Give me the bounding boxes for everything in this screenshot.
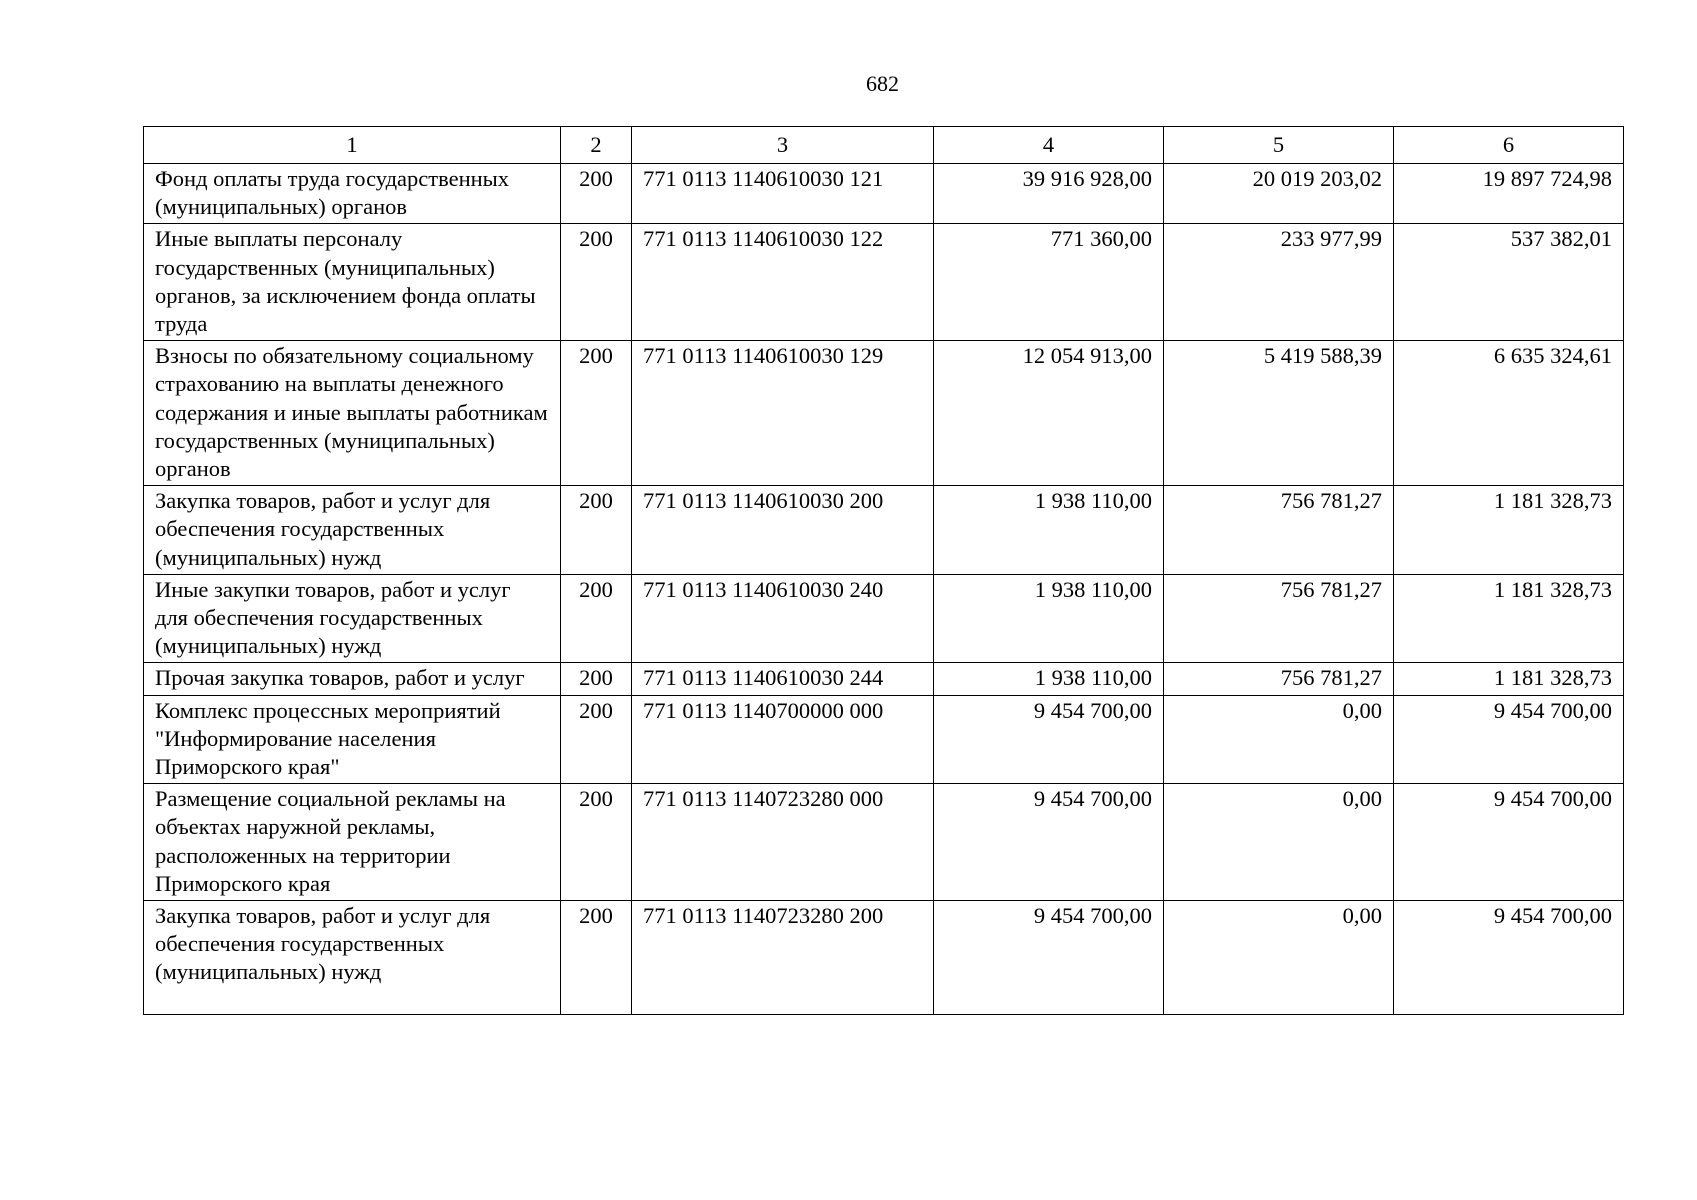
- row-code: 200: [561, 695, 632, 784]
- row-col6: 1 181 328,73: [1394, 486, 1624, 575]
- row-col6: 6 635 324,61: [1394, 341, 1624, 486]
- row-kbk: 771 0113 1140723280 000: [632, 784, 934, 901]
- row-kbk: 771 0113 1140610030 129: [632, 341, 934, 486]
- row-code: 200: [561, 663, 632, 695]
- row-col6: 9 454 700,00: [1394, 901, 1624, 1015]
- row-col6: 19 897 724,98: [1394, 164, 1624, 224]
- row-col4: 12 054 913,00: [934, 341, 1164, 486]
- row-name: Прочая закупка товаров, работ и услуг: [144, 663, 561, 695]
- row-col6: 9 454 700,00: [1394, 784, 1624, 901]
- row-code: 200: [561, 224, 632, 341]
- table-row: [144, 695, 1624, 784]
- row-name: Закупка товаров, работ и услуг для обеспечения государственных (муниципальных) нужд: [144, 901, 561, 1015]
- table-row: [144, 224, 1624, 341]
- row-kbk: 771 0113 1140610030 121: [632, 164, 934, 224]
- row-col4: 9 454 700,00: [934, 784, 1164, 901]
- row-code: 200: [561, 574, 632, 663]
- table-row: [144, 784, 1624, 901]
- row-name: Закупка товаров, работ и услуг для обеспечения государственных (муниципальных) нужд: [144, 486, 561, 575]
- table-row: [144, 574, 1624, 663]
- row-col5: 233 977,99: [1164, 224, 1394, 341]
- table-row: [144, 341, 1624, 486]
- row-col4: 9 454 700,00: [934, 695, 1164, 784]
- column-header-6: 6: [1394, 127, 1624, 164]
- row-col5: 0,00: [1164, 784, 1394, 901]
- row-col6: 1 181 328,73: [1394, 574, 1624, 663]
- row-col4: 1 938 110,00: [934, 574, 1164, 663]
- page-number: 682: [866, 71, 899, 96]
- table-header-row: [144, 127, 1624, 164]
- row-col6: 9 454 700,00: [1394, 695, 1624, 784]
- table-row: [144, 164, 1624, 224]
- column-header-4: 4: [934, 127, 1164, 164]
- row-kbk: 771 0113 1140610030 200: [632, 486, 934, 575]
- row-col5: 756 781,27: [1164, 574, 1394, 663]
- row-col4: 1 938 110,00: [934, 486, 1164, 575]
- row-col5: 756 781,27: [1164, 486, 1394, 575]
- column-header-3: 3: [632, 127, 934, 164]
- table-row: [144, 663, 1624, 695]
- column-header-1: 1: [144, 127, 561, 164]
- table-row: [144, 486, 1624, 575]
- row-col5: 5 419 588,39: [1164, 341, 1394, 486]
- row-col4: 771 360,00: [934, 224, 1164, 341]
- row-col4: 39 916 928,00: [934, 164, 1164, 224]
- row-name: Фонд оплаты труда государственных (муниципальных) органов: [144, 164, 561, 224]
- row-kbk: 771 0113 1140723280 200: [632, 901, 934, 1015]
- column-header-2: 2: [561, 127, 632, 164]
- row-kbk: 771 0113 1140610030 240: [632, 574, 934, 663]
- row-col5: 756 781,27: [1164, 663, 1394, 695]
- row-code: 200: [561, 486, 632, 575]
- row-col5: 0,00: [1164, 695, 1394, 784]
- row-code: 200: [561, 164, 632, 224]
- row-name: Иные выплаты персоналу государственных (муниципальных) органов, за исключением фонда оплаты труда: [144, 224, 561, 341]
- row-col5: 0,00: [1164, 901, 1394, 1015]
- budget-table: [143, 126, 1624, 1015]
- table-row: [144, 901, 1624, 1015]
- row-col5: 20 019 203,02: [1164, 164, 1394, 224]
- row-name: Размещение социальной рекламы на объектах наружной рекламы, расположенных на территории Приморского края: [144, 784, 561, 901]
- row-code: 200: [561, 341, 632, 486]
- row-col4: 9 454 700,00: [934, 901, 1164, 1015]
- row-code: 200: [561, 784, 632, 901]
- row-code: 200: [561, 901, 632, 1015]
- row-name: Взносы по обязательному социальному страхованию на выплаты денежного содержания и иные выплаты работникам государственных (муниципальных) органов: [144, 341, 561, 486]
- row-kbk: 771 0113 1140610030 122: [632, 224, 934, 341]
- row-col6: 537 382,01: [1394, 224, 1624, 341]
- column-header-5: 5: [1164, 127, 1394, 164]
- row-col6: 1 181 328,73: [1394, 663, 1624, 695]
- row-name: Иные закупки товаров, работ и услуг для обеспечения государственных (муниципальных) нужд: [144, 574, 561, 663]
- row-col4: 1 938 110,00: [934, 663, 1164, 695]
- row-kbk: 771 0113 1140610030 244: [632, 663, 934, 695]
- row-name: Комплекс процессных мероприятий "Информирование населения Приморского края": [144, 695, 561, 784]
- row-kbk: 771 0113 1140700000 000: [632, 695, 934, 784]
